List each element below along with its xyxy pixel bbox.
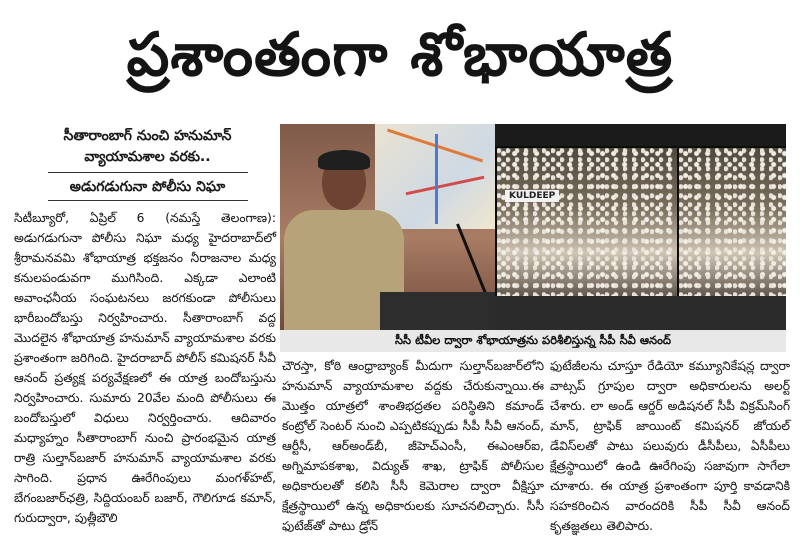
subhead-divider-bottom	[48, 200, 248, 201]
subhead-line-3: అడుగడుగునా పోలీసు నిఘా	[69, 179, 226, 195]
subhead-line-1: సీతారాంబాగ్ నుంచి హనుమాన్	[63, 128, 232, 144]
photo-screen-sign: KULDEEP	[505, 190, 559, 202]
photo-desk	[380, 292, 495, 330]
photo-caption: సీసీ టీవీల ద్వారా శోభాయాత్రను పరిశీలిస్తున్న సీపీ సీవీ ఆనంద్	[280, 330, 786, 352]
news-photo	[280, 124, 786, 330]
headline: ప్రశాంతంగా శోభాయాత్ర	[126, 20, 674, 90]
photo-video-wall	[495, 124, 786, 330]
article-column-2: చౌరస్తా, కోఠి ఆంధ్రాబ్యాంక్ మీదుగా సుల్తాన్‌బజార్‌లోని హనుమాన్ వ్యాయామశాల వద్దకు చేరుకున్నాయి.ఈ మొత్తం యాత్రలో శాంతిభద్రతల పరిస్థితిని కమాండ్ కంట్రోల్ సెంటర్ నుంచి ఎప్పటికప్పుడు సీపీ సీవీ ఆనంద్, ఆర్టీసీ, ఆర్‌అండ్‌బీ, జీహెచ్‌ఎంసీ, ఈఎంఆర్‌ఐ, అగ్నిమాపకశాఖ, విద్యుత్ శాఖ, ట్రాఫిక్ పోలీసుల అధికారులతో కలిసి సీసీ కెమెరాల ద్వారా వీక్షిస్తూ క్షేత్రస్థాయిలో ఉన్న అధికారులకు సూచనలిచ్చారు. సీసీ ఫుటేజ్‌తో పాటు డ్రోన్	[282, 359, 544, 533]
photo-crowd-screen-left	[495, 146, 679, 300]
article-column-1: సిటీబ్యూరో, ఏప్రిల్ 6 (నమస్తే తెలంగాణ): అడుగడుగునా పోలీసు నిఘా మధ్య హైదరాబాద్‌లో శ్రీరామనవమి శోభాయాత్ర భక్తజనం నీరాజనాల మధ్య కనులపండువగా ముగిసింది. ఎక్కడా ఎలాంటి అవాంఛనీయ సంఘటనలు జరగకుండా పోలీసులు భారీబందోబస్తు నిర్వహించారు. సీతారాంబాగ్ వద్ద మొదలైన శోభాయాత్ర హనుమాన్ వ్యాయామశాల వరకు ప్రశాంతంగా జరిగింది. హైదరాబాద్ పోలీస్ కమిషనర్ సీవీ ఆనంద్ ప్రత్యక్ష పర్యవేక్షణలో ఈ యాత్ర బందోబస్తును నిర్వహించారు. సుమారు 20వేల మంది పోలీసులు ఈ బందోబస్తులో విధులు నిర్వర్తించారు. ఆదివారం మధ్యాహ్నం సీతారాంబాగ్ నుంచి ప్రారంభమైన యాత్ర రాత్రి సుల్తాన్‌బజార్ హనుమాన్ వ్యాయామశాల వరకు సాగింది. ప్రధాన ఊరేగింపులు మంగళ్‌హట్, బేగంబజార్‌ఛత్రి, సిద్దియంబర్ బజార్, గౌలిగూడ కమాన్, గురుద్వారా, పుత్లీబౌలి	[14, 211, 276, 525]
article-column-3: ఫుటేజీలను చూస్తూ రేడియో కమ్యూనికేషన్ల ద్వారా వాట్సప్ గ్రూపుల ద్వారా అధికారులను అలర్ట్ చేశారు. లా అండ్ ఆర్డర్ అడిషనల్ సీపీ విక్రమ్‌సింగ్ మాన్, ట్రాఫిక్ జాయింట్ కమిషనర్ జోయల్ డేవిస్‌లతో పాటు పలువురు డీసీపీలు, ఏసీపీలు క్షేత్రస్థాయిలో ఉండి ఊరేగింపు సజావుగా సాగేలా చూశారు. ఈ యాత్ర ప్రశాంతంగా పూర్తి కావడానికి సహకరించిన వారందరికి సీపీ సీవీ ఆనంద్ కృతజ్ఞతలు తెలిపారు.	[550, 359, 790, 533]
subhead-divider	[48, 172, 248, 173]
subhead-line-2: వ్యాయామశాల వరకు..	[84, 149, 211, 165]
photo-control-desks	[495, 296, 786, 330]
photo-crowd-screen-right	[677, 146, 786, 300]
